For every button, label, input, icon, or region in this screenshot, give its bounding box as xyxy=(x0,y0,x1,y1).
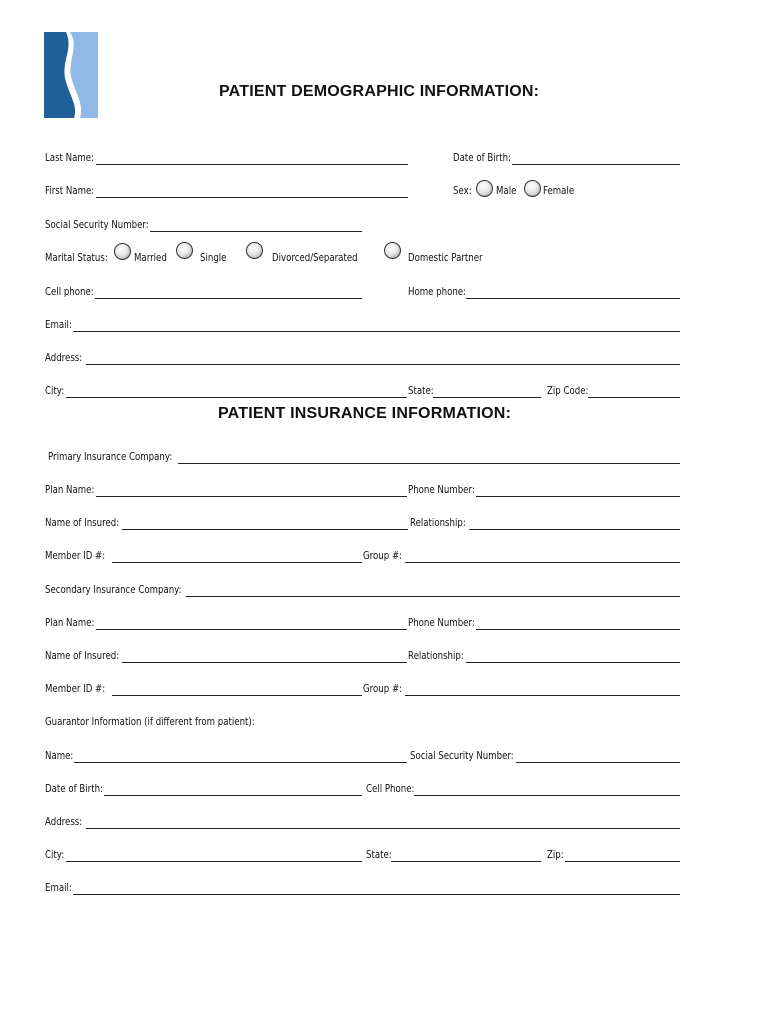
guarantor-name-field[interactable] xyxy=(74,746,407,763)
phone-number-2-field[interactable] xyxy=(476,613,680,630)
member-id-row xyxy=(45,546,118,564)
sex-row xyxy=(453,181,476,199)
group-2-row xyxy=(363,679,411,697)
guarantor-heading: Guarantor Information (if different from patient): xyxy=(45,716,255,728)
primary-company-field[interactable] xyxy=(178,447,680,464)
insured-2-label: Name of Insured: xyxy=(45,650,120,662)
first-name-field[interactable] xyxy=(96,181,408,198)
sex-label: Sex: xyxy=(453,185,472,197)
dob-field[interactable] xyxy=(512,148,680,165)
marital-divorced-wrap xyxy=(272,248,376,266)
zip-field[interactable] xyxy=(588,381,680,398)
zip-label: Zip Code: xyxy=(547,385,589,397)
sex-female-wrap xyxy=(543,181,581,199)
marital-married-radio[interactable] xyxy=(114,243,131,260)
phone-number-2-label: Phone Number: xyxy=(408,617,475,629)
last-name-field[interactable] xyxy=(96,148,408,165)
marital-partner-label: Domestic Partner xyxy=(408,252,483,264)
plan-name-2-field[interactable] xyxy=(96,613,407,630)
phone-number-field[interactable] xyxy=(476,480,680,497)
guarantor-ssn-field[interactable] xyxy=(516,746,680,763)
sex-male-wrap xyxy=(496,181,521,199)
member-id-field[interactable] xyxy=(112,546,362,563)
ssn-field[interactable] xyxy=(150,215,362,232)
sex-female-label: Female xyxy=(543,185,575,197)
marital-partner-radio[interactable] xyxy=(384,242,401,259)
first-name-label: First Name: xyxy=(45,185,95,197)
demographic-title: PATIENT DEMOGRAPHIC INFORMATION: xyxy=(219,83,540,100)
email-label: Email: xyxy=(45,319,72,331)
email-field[interactable] xyxy=(73,315,680,332)
guarantor-email-field[interactable] xyxy=(73,878,680,895)
guarantor-email-label: Email: xyxy=(45,882,72,894)
city-row xyxy=(45,381,68,399)
address-row xyxy=(45,348,90,366)
relationship-row xyxy=(410,513,478,531)
group-field[interactable] xyxy=(405,546,680,563)
marital-label: Marital Status: xyxy=(45,252,108,264)
guarantor-zip-label: Zip: xyxy=(547,849,564,861)
home-phone-field[interactable] xyxy=(466,282,680,299)
relationship-2-field[interactable] xyxy=(466,646,680,663)
cell-phone-label: Cell phone: xyxy=(45,286,94,298)
guarantor-address-row xyxy=(45,812,90,830)
guarantor-dob-field[interactable] xyxy=(104,779,362,796)
cell-phone-field[interactable] xyxy=(95,282,362,299)
last-name-label: Last Name: xyxy=(45,152,94,164)
marital-divorced-label: Divorced/Separated xyxy=(272,252,358,264)
group-2-field[interactable] xyxy=(405,679,680,696)
member-id-2-row xyxy=(45,679,118,697)
address-label: Address: xyxy=(45,352,83,364)
marital-single-radio[interactable] xyxy=(176,242,193,259)
member-id-2-label: Member ID #: xyxy=(45,683,106,695)
insured-2-field[interactable] xyxy=(122,646,407,663)
guarantor-ssn-label: Social Security Number: xyxy=(410,750,514,762)
marital-married-wrap xyxy=(134,248,174,266)
marital-divorced-radio[interactable] xyxy=(246,242,263,259)
member-id-2-field[interactable] xyxy=(112,679,362,696)
sex-male-radio[interactable] xyxy=(476,180,493,197)
guarantor-address-label: Address: xyxy=(45,816,83,828)
guarantor-state-label: State: xyxy=(366,849,392,861)
marital-married-label: Married xyxy=(134,252,167,264)
phone-number-label: Phone Number: xyxy=(408,484,475,496)
guarantor-address-field[interactable] xyxy=(86,812,680,829)
guarantor-dob-label: Date of Birth: xyxy=(45,783,103,795)
state-label: State: xyxy=(408,385,434,397)
group-row xyxy=(363,546,411,564)
secondary-company-label: Secondary Insurance Company: xyxy=(45,584,182,596)
address-field[interactable] xyxy=(86,348,680,365)
guarantor-city-label: City: xyxy=(45,849,65,861)
sex-female-radio[interactable] xyxy=(524,180,541,197)
primary-company-row xyxy=(48,447,200,465)
insured-field[interactable] xyxy=(122,513,408,530)
state-field[interactable] xyxy=(433,381,541,398)
guarantor-cell-label: Cell Phone: xyxy=(366,783,415,795)
relationship-label: Relationship: xyxy=(410,517,466,529)
city-label: City: xyxy=(45,385,65,397)
guarantor-name-label: Name: xyxy=(45,750,74,762)
city-field[interactable] xyxy=(66,381,407,398)
plan-name-label: Plan Name: xyxy=(45,484,95,496)
marital-row xyxy=(45,248,122,266)
guarantor-city-field[interactable] xyxy=(66,845,362,862)
insured-label: Name of Insured: xyxy=(45,517,120,529)
secondary-company-field[interactable] xyxy=(186,580,680,597)
plan-name-field[interactable] xyxy=(96,480,407,497)
sex-male-label: Male xyxy=(496,185,517,197)
member-id-label: Member ID #: xyxy=(45,550,106,562)
home-phone-label: Home phone: xyxy=(408,286,467,298)
relationship-field[interactable] xyxy=(469,513,680,530)
group-label: Group #: xyxy=(363,550,403,562)
relationship-2-label: Relationship: xyxy=(408,650,464,662)
marital-single-label: Single xyxy=(200,252,227,264)
guarantor-zip-field[interactable] xyxy=(565,845,680,862)
ssn-label: Social Security Number: xyxy=(45,219,149,231)
primary-company-label: Primary Insurance Company: xyxy=(48,451,173,463)
guarantor-state-field[interactable] xyxy=(391,845,541,862)
group-2-label: Group #: xyxy=(363,683,403,695)
guarantor-heading-row xyxy=(45,712,301,730)
insurance-title: PATIENT INSURANCE INFORMATION: xyxy=(218,405,512,422)
dob-label: Date of Birth: xyxy=(453,152,511,164)
plan-name-2-label: Plan Name: xyxy=(45,617,95,629)
marital-partner-wrap xyxy=(408,248,499,266)
guarantor-city-row xyxy=(45,845,68,863)
guarantor-cell-field[interactable] xyxy=(414,779,680,796)
marital-single-wrap xyxy=(200,248,232,266)
clinic-logo xyxy=(44,32,98,118)
